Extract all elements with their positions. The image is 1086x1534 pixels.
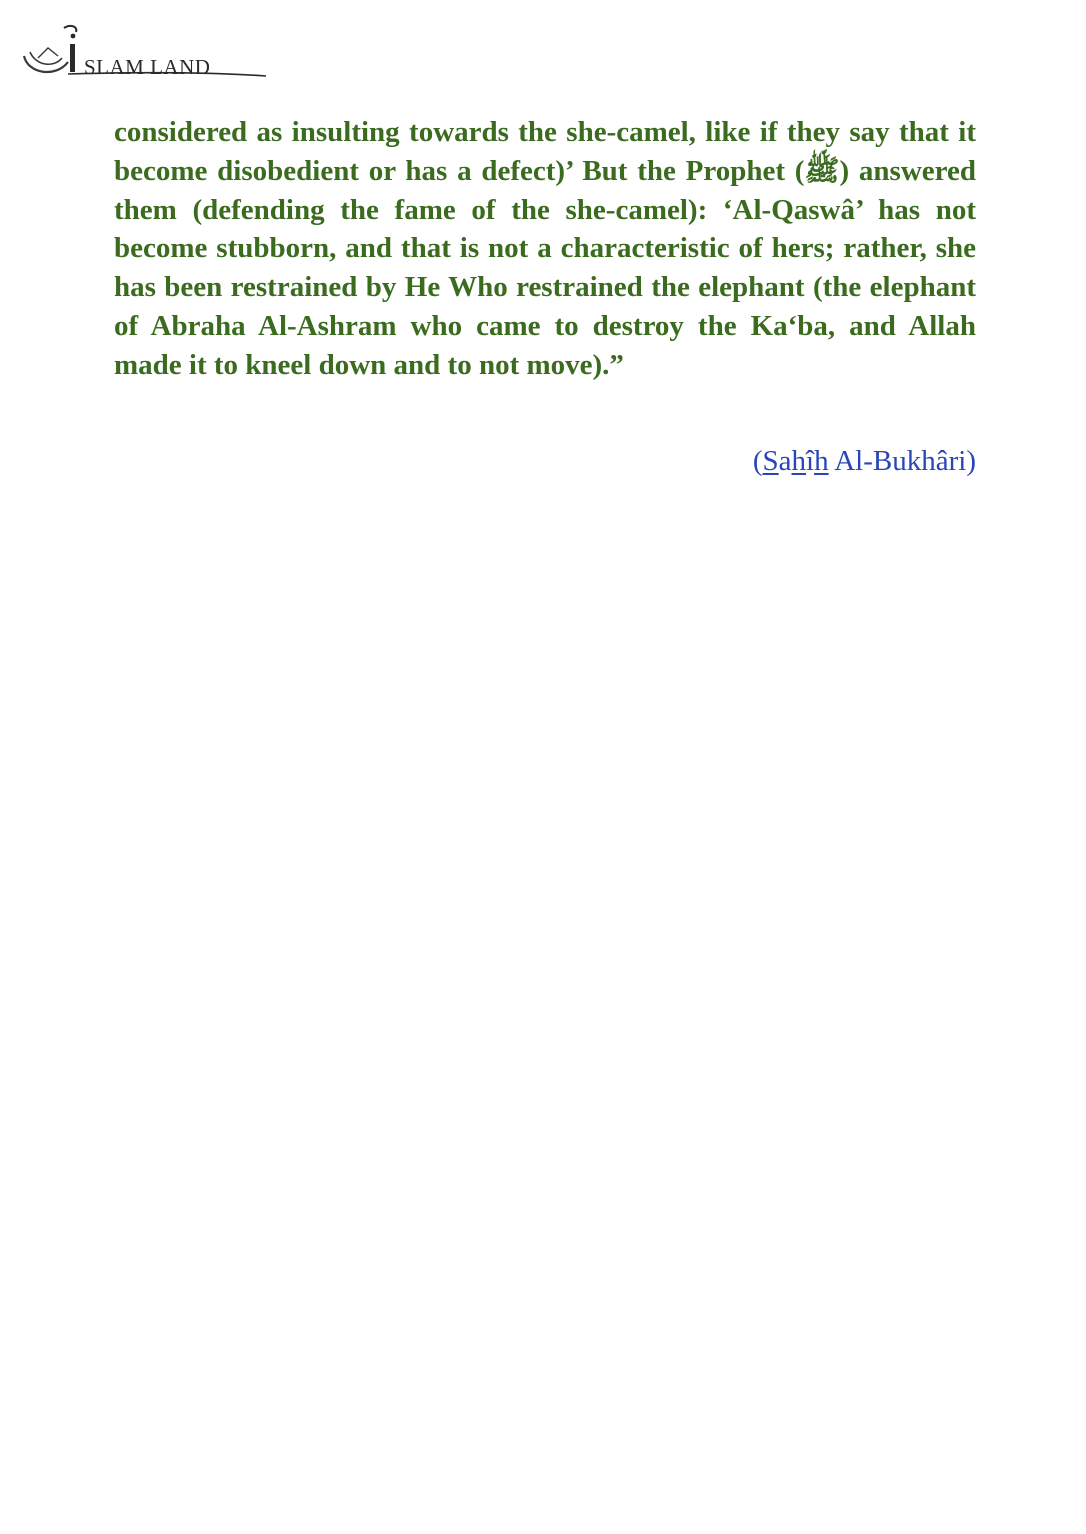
source-open-paren: ( [752,445,763,477]
source-letter-h2: h [814,445,829,477]
hadith-paragraph: considered as insulting towards the she-camel, like if they say that it become disobedient or has a defect)’ But the Prophet (ﷺ) answered them (defending the fame of the she-camel): ‘Al-Qaswâ’ has not become stubborn, and that is not a characteristic of hers; rather, she has been restrained by He Who restrained the elephant (the elephant of Abraha Al-Ashram who came to destroy the Ka‘ba, and Allah made it to kneel down and to not move).” [114,116,976,381]
source-letter-i: î [806,445,815,477]
islamland-logo [18,22,268,82]
source-letter-a: a [778,445,792,477]
source-letter-h1: h [791,445,807,477]
logo-text: SLAM LAND [84,55,211,79]
source-citation [753,442,976,480]
source-rest: Al-Bukhâri) [828,445,976,477]
source-letter-s: S [762,445,779,477]
